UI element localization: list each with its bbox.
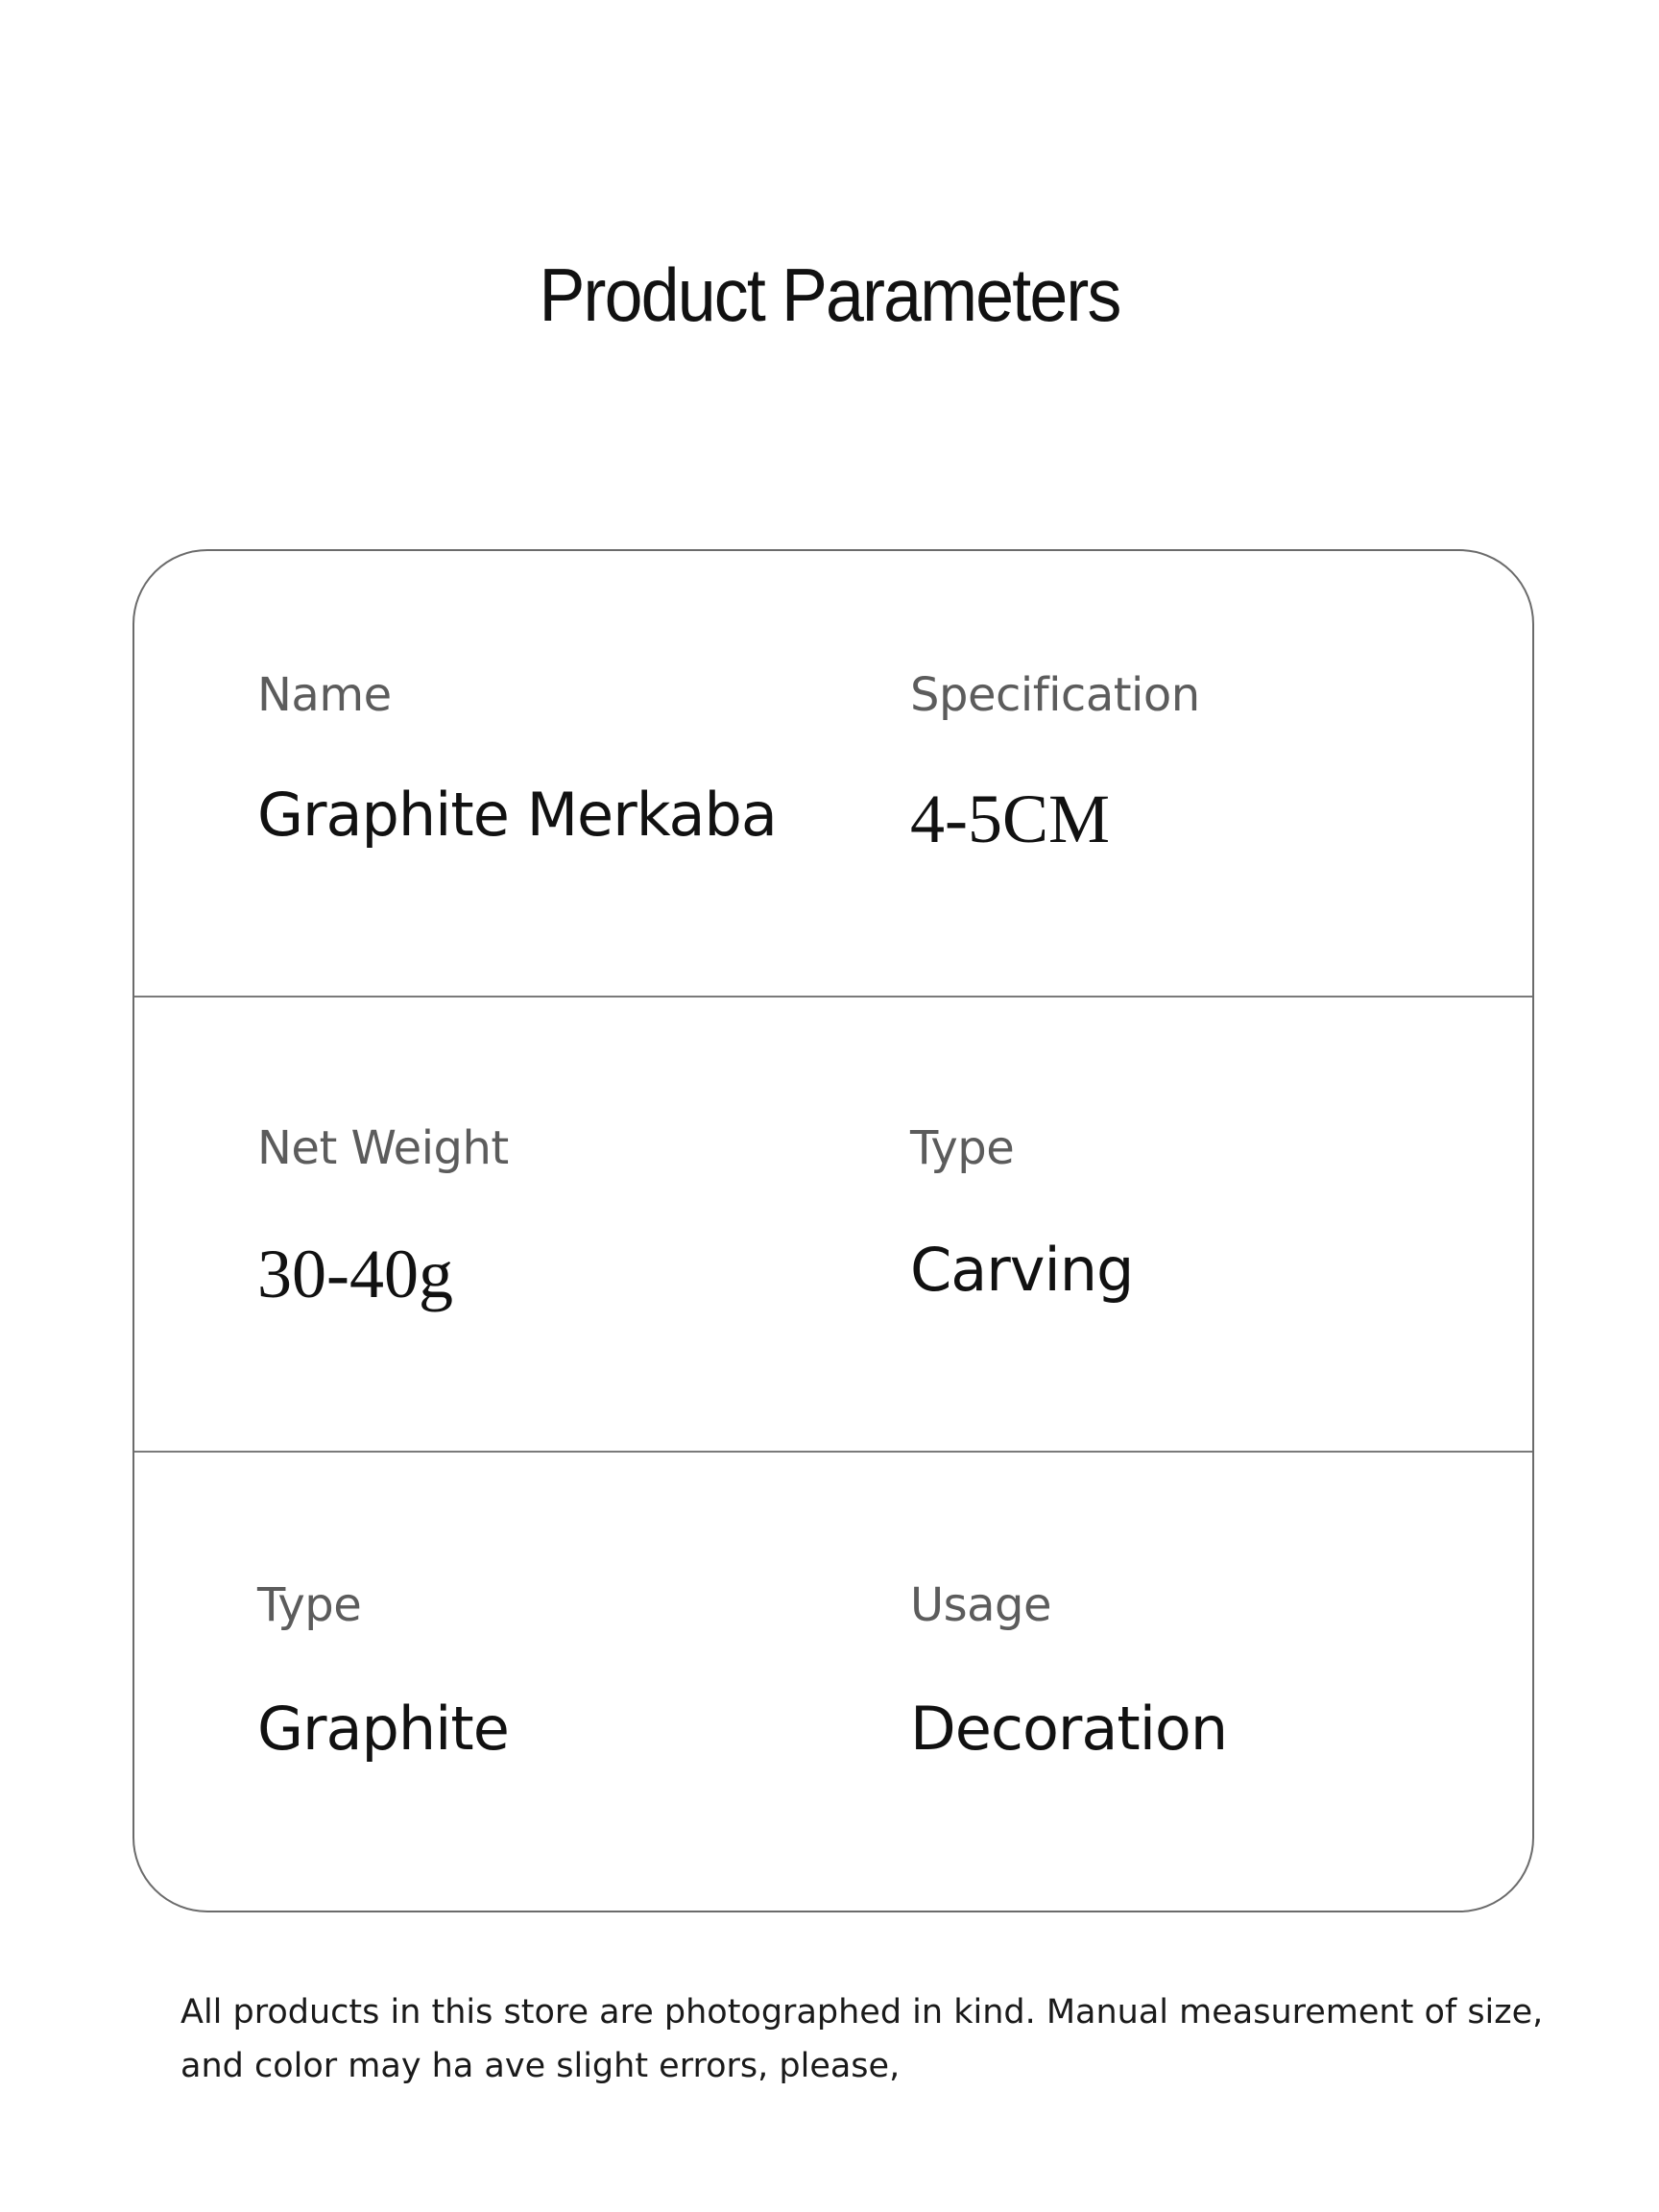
parameter-value: Decoration <box>910 1694 1228 1764</box>
row-divider <box>134 996 1532 998</box>
page-title: Product Parameters <box>539 252 1120 337</box>
parameter-value: Carving <box>910 1235 1134 1305</box>
parameters-card <box>132 549 1534 1912</box>
parameter-value: Graphite Merkaba <box>257 780 777 850</box>
parameter-label: Specification <box>910 668 1200 722</box>
disclaimer-line: and color may ha ave slight errors, please, <box>180 2047 901 2085</box>
parameter-value: Graphite <box>257 1694 509 1764</box>
disclaimer-text <box>180 1985 1544 2093</box>
parameter-label: Type <box>257 1578 362 1632</box>
parameter-row <box>134 1454 1532 1912</box>
parameter-label: Net Weight <box>257 1121 509 1175</box>
parameter-row <box>134 551 1532 998</box>
parameter-label: Usage <box>910 1578 1052 1632</box>
parameter-value: 30-40g <box>257 1236 453 1312</box>
disclaimer-line: All products in this store are photographed in kind. Manual measurement of size, <box>180 1993 1544 2032</box>
parameter-value: 4-5CM <box>910 781 1111 857</box>
row-divider <box>134 1451 1532 1453</box>
parameter-row <box>134 998 1532 1454</box>
parameter-label: Name <box>257 668 392 722</box>
parameter-label: Type <box>910 1121 1015 1175</box>
